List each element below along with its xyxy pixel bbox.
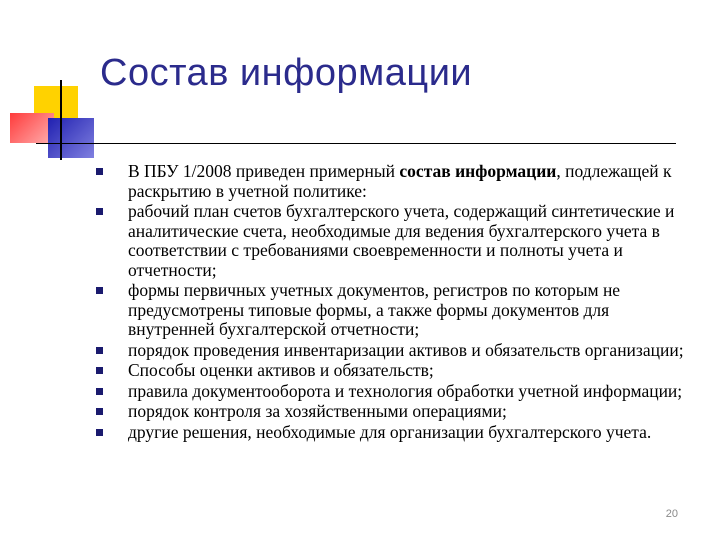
page-number: 20 — [665, 508, 678, 520]
bullet-text: порядок проведения инвентаризации активов и обязательств организации; — [128, 339, 684, 360]
slide-title: Состав информации — [100, 52, 473, 94]
bullet-text: рабочий план счетов бухгалтерского учета, содержащий синтетические и аналитические счета, необходимые для ведения бухгалтерского учета в соответствии с требованиями своевременности и полноты учета и отчетности; — [128, 201, 675, 280]
list-item — [96, 361, 696, 381]
square-bullet-icon — [96, 388, 103, 395]
bullet-text: порядок контроля за хозяйственными операциями; — [128, 401, 507, 421]
bullet-text: формы первичных учетных документов, регистров по которым не предусмотрены типовые формы, а также формы документов для внутренней бухгалтерской отчетности; — [128, 280, 621, 339]
square-bullet-icon — [96, 367, 103, 374]
list-item — [96, 202, 696, 280]
title-divider — [36, 143, 676, 144]
list-item — [96, 162, 696, 201]
decor-blue-square — [48, 118, 94, 158]
square-bullet-icon — [96, 347, 103, 354]
bullet-text: другие решения, необходимые для организации бухгалтерского учета. — [128, 421, 652, 442]
list-item — [96, 402, 696, 422]
square-bullet-icon — [96, 287, 103, 294]
list-item — [96, 382, 696, 402]
list-item — [96, 281, 696, 340]
bullet-list — [96, 162, 696, 443]
bullet-text-start: В ПБУ 1/2008 приведен примерный — [128, 161, 400, 181]
bullet-text-end: , подлежащей к раскрытию в учетной политике: — [128, 161, 672, 201]
square-bullet-icon — [96, 408, 103, 415]
list-item — [96, 423, 696, 443]
list-item — [96, 341, 696, 361]
square-bullet-icon — [96, 429, 103, 436]
bullet-text: правила документооборота и технология обработки учетной информации; — [128, 380, 683, 401]
square-bullet-icon — [96, 208, 103, 215]
bullet-text-bold: состав информации — [399, 161, 557, 181]
square-bullet-icon — [96, 168, 103, 175]
bullet-text: Способы оценки активов и обязательств; — [128, 360, 434, 380]
decor-vertical-line — [60, 80, 62, 160]
